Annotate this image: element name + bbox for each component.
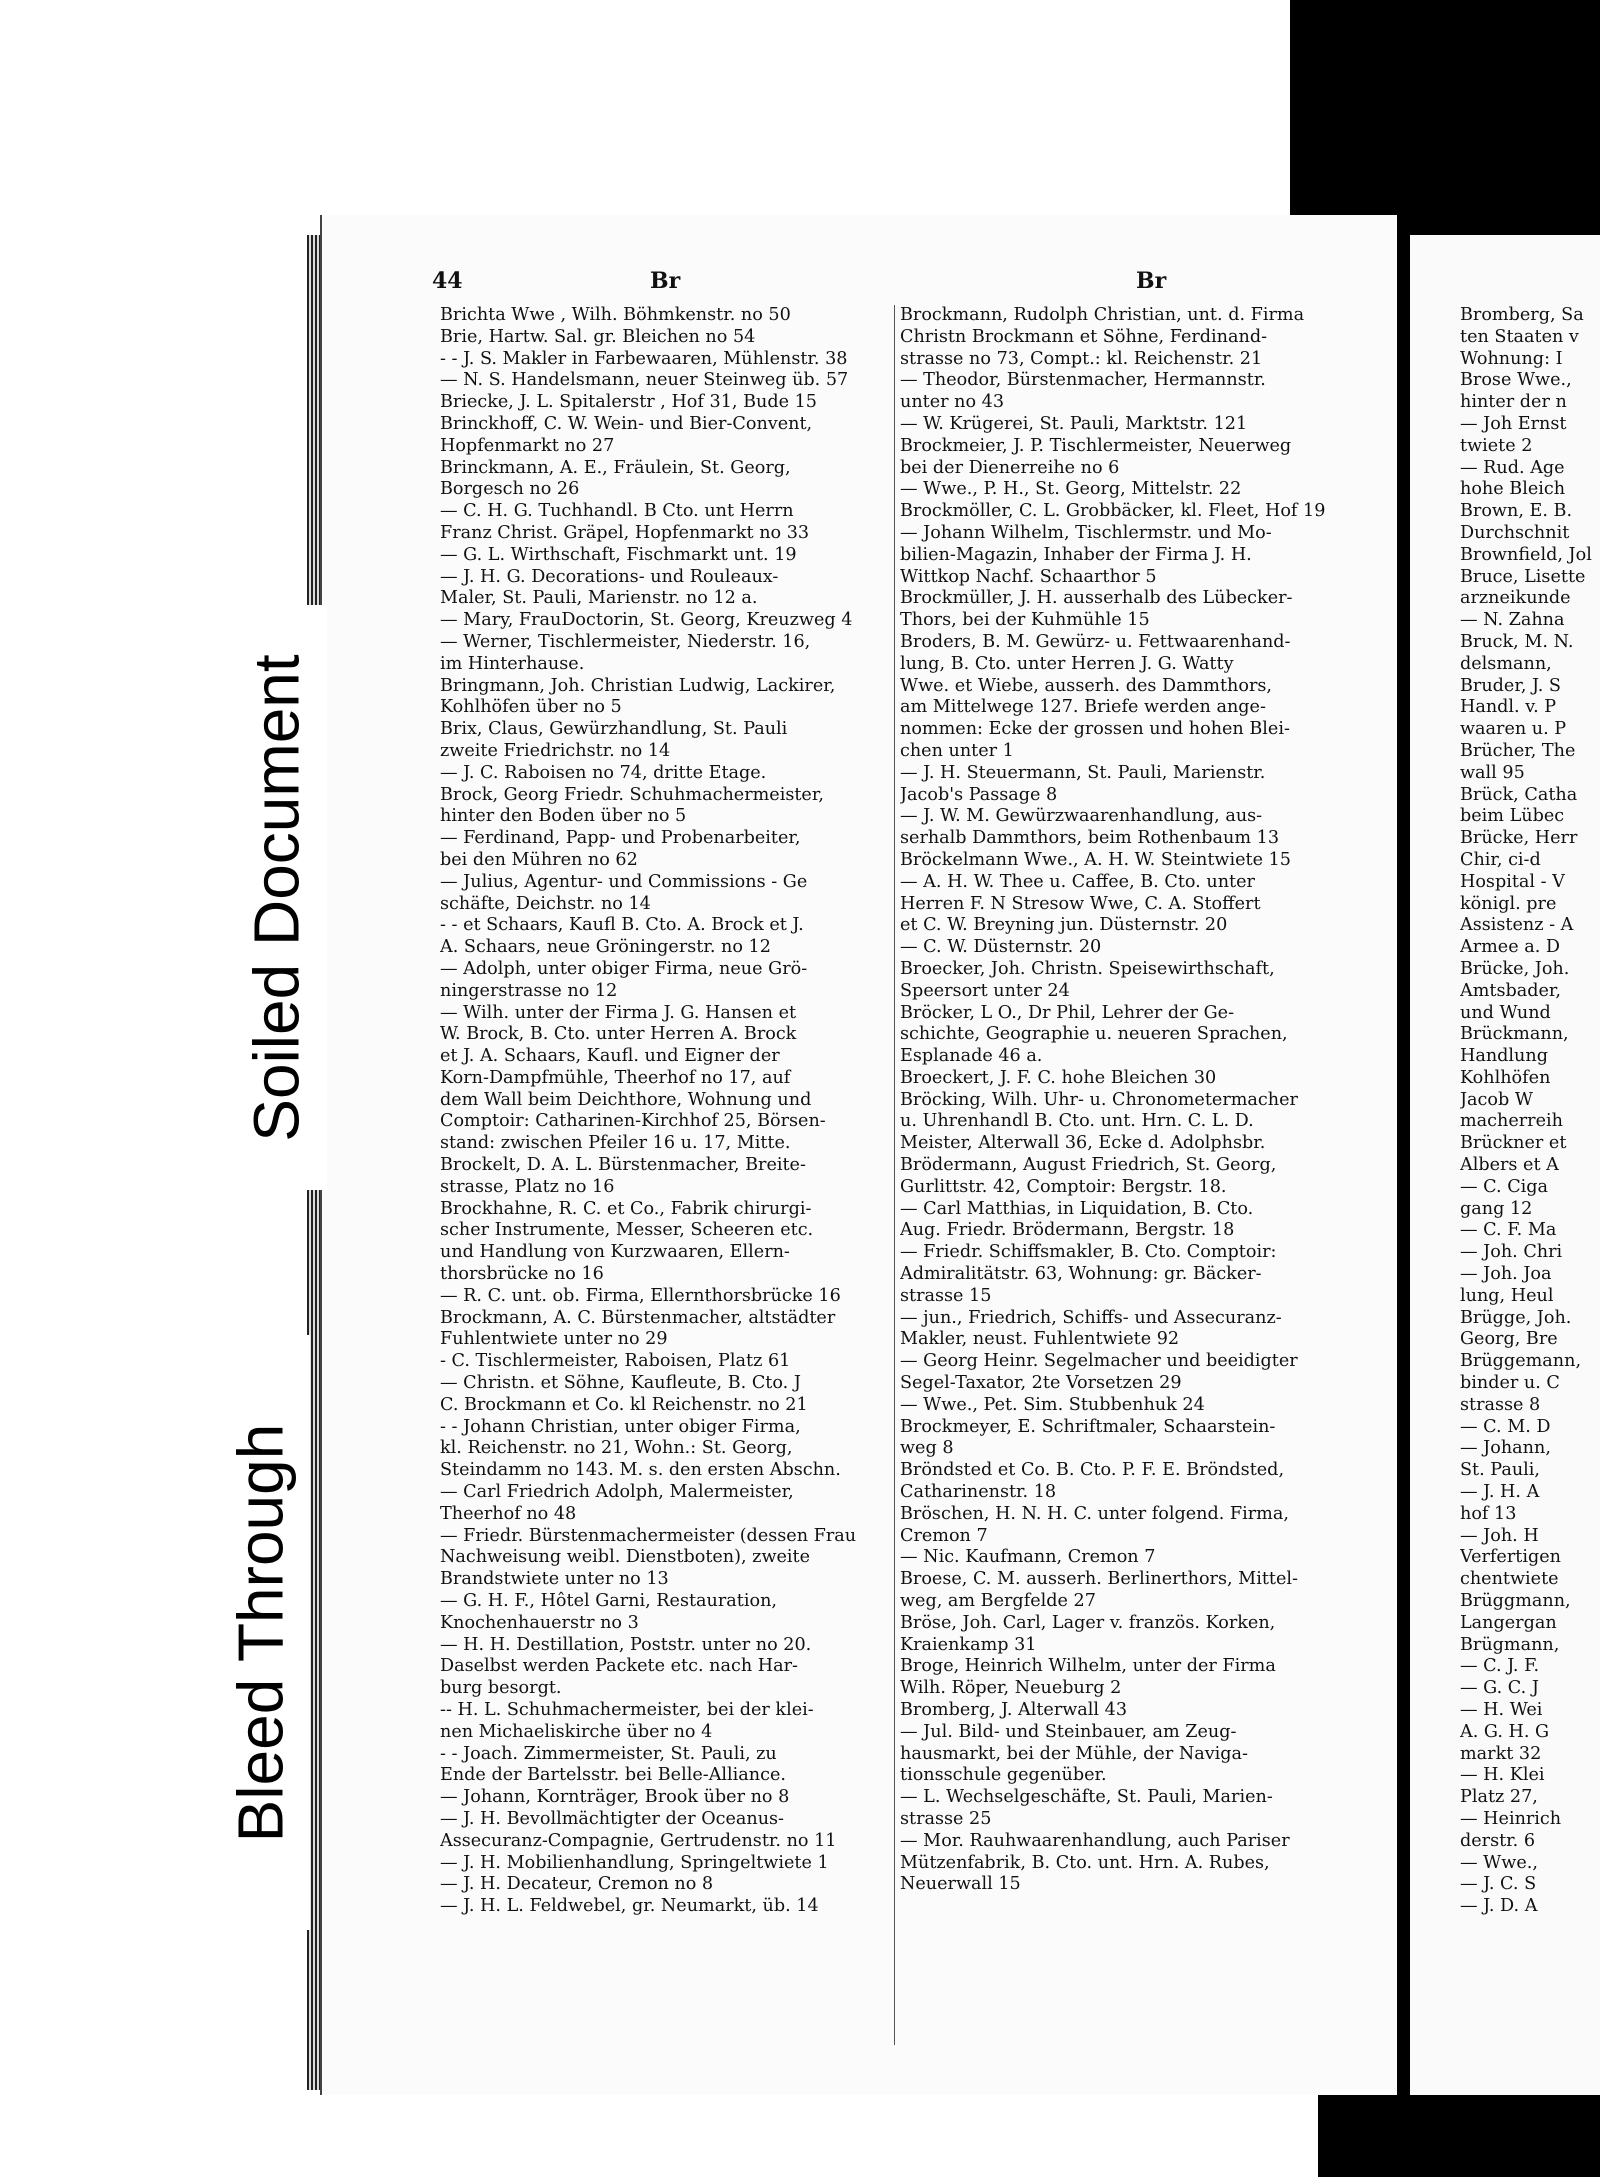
- directory-line: Wilh. Röper, Neueburg 2: [900, 1678, 1122, 1699]
- directory-line: — G. C. J: [1460, 1678, 1539, 1699]
- directory-line: — A. H. W. Thee u. Caffee, B. Cto. unter: [900, 871, 1255, 892]
- directory-line: Brügge, Joh.: [1460, 1307, 1572, 1328]
- directory-line: Brichta Wwe , Wilh. Böhmkenstr. no 50: [440, 305, 791, 325]
- directory-line: hausmarkt, bei der Mühle, der Naviga-: [900, 1743, 1248, 1764]
- directory-line: delsmann,: [1460, 653, 1552, 674]
- directory-line: Knochenhauerstr no 3: [440, 1612, 639, 1633]
- directory-line: chentwiete: [1460, 1569, 1559, 1590]
- directory-line: Brockelt, D. A. L. Bürstenmacher, Breite-: [440, 1155, 806, 1176]
- directory-line: — Christn. et Söhne, Kaufleute, B. Cto. J: [440, 1373, 801, 1394]
- directory-line: Kohlhöfen über no 5: [440, 697, 622, 718]
- directory-line: Broge, Heinrich Wilhelm, unter der Firma: [900, 1656, 1276, 1677]
- directory-line: — Georg Heinr. Segelmacher und beeidigter: [900, 1351, 1298, 1372]
- directory-line: Handl. v. P: [1460, 697, 1557, 718]
- directory-line: Brose Wwe.,: [1460, 370, 1572, 391]
- directory-line: arzneikunde: [1460, 588, 1571, 609]
- directory-line: Jacob W: [1460, 1089, 1533, 1110]
- directory-line: — H. H. Destillation, Poststr. unter no 20.: [440, 1634, 812, 1655]
- directory-line: Brücke, Herr: [1460, 828, 1578, 849]
- directory-line: Brockmeier, J. P. Tischlermeister, Neuerweg: [900, 435, 1292, 456]
- directory-line: u. Uhrenhandl B. Cto. unt. Hrn. C. L. D.: [900, 1111, 1254, 1132]
- right-column-heading: Br: [1136, 268, 1167, 294]
- directory-line: Wittkop Nachf. Schaarthor 5: [900, 566, 1157, 587]
- directory-line: — Adolph, unter obiger Firma, neue Grö-: [440, 958, 808, 979]
- directory-line: - - J. S. Makler in Farbewaaren, Mühlenstr. 38: [440, 348, 848, 369]
- directory-line: im Hinterhause.: [440, 653, 585, 674]
- directory-line: Broecker, Joh. Christn. Speisewirthschaft,: [900, 958, 1275, 979]
- directory-line: — Nic. Kaufmann, Cremon 7: [900, 1547, 1156, 1568]
- directory-line: Bromberg, J. Alterwall 43: [900, 1700, 1128, 1720]
- directory-line: Christn Brockmann et Söhne, Ferdinand-: [900, 326, 1268, 347]
- directory-line: Assistenz - A: [1460, 915, 1574, 936]
- directory-line: hinter der n: [1460, 392, 1567, 413]
- directory-line: — W. Krügerei, St. Pauli, Marktstr. 121: [900, 413, 1248, 434]
- directory-line: Brockmann, Rudolph Christian, unt. d. Firma: [900, 305, 1305, 325]
- directory-line: — Wwe., Pet. Sim. Stubbenhuk 24: [900, 1394, 1205, 1415]
- directory-line: Chir, ci-d: [1460, 849, 1541, 870]
- directory-line: Brix, Claus, Gewürzhandlung, St. Pauli: [440, 719, 788, 740]
- directory-line: — jun., Friedrich, Schiffs- und Assecuranz-: [900, 1307, 1282, 1328]
- directory-line: lung, B. Cto. unter Herren J. G. Watty: [900, 653, 1234, 674]
- directory-line: königl. pre: [1460, 893, 1557, 914]
- directory-line: — Joh. Chri: [1460, 1242, 1563, 1263]
- directory-line: Kohlhöfen: [1460, 1067, 1551, 1088]
- directory-line: Armee a. D: [1460, 937, 1560, 958]
- directory-line: — J. H. Bevollmächtigter der Oceanus-: [440, 1808, 785, 1829]
- directory-line: — Johann, Kornträger, Brook über no 8: [440, 1787, 790, 1808]
- directory-line: W. Brock, B. Cto. unter Herren A. Brock: [440, 1024, 797, 1045]
- directory-line: Handlung: [1460, 1046, 1548, 1067]
- directory-line: Brückmann,: [1460, 1024, 1569, 1045]
- directory-line: burg besorgt.: [440, 1678, 562, 1699]
- directory-line: — Mary, FrauDoctorin, St. Georg, Kreuzweg 4: [440, 610, 853, 631]
- directory-line: — J. C. Raboisen no 74, dritte Etage.: [440, 762, 767, 783]
- directory-line: Catharinenstr. 18: [900, 1482, 1057, 1503]
- directory-line: Brödermann, August Friedrich, St. Georg,: [900, 1155, 1277, 1176]
- directory-line: twiete 2: [1460, 435, 1533, 456]
- directory-line: Brückner et: [1460, 1133, 1567, 1154]
- directory-line: Maler, St. Pauli, Marienstr. no 12 a.: [440, 588, 758, 609]
- directory-line: — Theodor, Bürstenmacher, Hermannstr.: [900, 370, 1266, 391]
- directory-line: weg, am Bergfelde 27: [900, 1591, 1096, 1612]
- directory-line: — Rud. Age: [1460, 457, 1565, 478]
- directory-line: — C. F. Ma: [1460, 1220, 1557, 1241]
- directory-line: Verfertigen: [1460, 1547, 1561, 1568]
- soiled-document-label-text: Soiled Document: [241, 653, 313, 1142]
- directory-line: — J. D. A: [1460, 1896, 1538, 1917]
- directory-line: hohe Bleich: [1460, 479, 1566, 500]
- directory-line: Borgesch no 26: [440, 479, 580, 500]
- directory-line: A. Schaars, neue Gröningerstr. no 12: [440, 937, 771, 958]
- directory-line: Makler, neust. Fuhlentwiete 92: [900, 1329, 1180, 1350]
- directory-line: Brück, Catha: [1460, 784, 1578, 805]
- directory-line: Bröschen, H. N. H. C. unter folgend. Firma,: [900, 1503, 1289, 1524]
- directory-line: Theerhof no 48: [440, 1503, 577, 1524]
- left-directory-column: [440, 305, 888, 1918]
- directory-line: wall 95: [1460, 762, 1525, 783]
- directory-line: — Carl Matthias, in Liquidation, B. Cto.: [900, 1198, 1254, 1219]
- directory-line: Ende der Bartelsstr. bei Belle-Alliance.: [440, 1765, 786, 1786]
- directory-line: Cremon 7: [900, 1525, 988, 1546]
- directory-line: — Jul. Bild- und Steinbauer, am Zeug-: [900, 1721, 1237, 1742]
- directory-line: beim Lübec: [1460, 806, 1565, 827]
- directory-line: - - Joach. Zimmermeister, St. Pauli, zu: [440, 1743, 777, 1764]
- directory-line: Assecuranz-Compagnie, Gertrudenstr. no 11: [440, 1830, 837, 1851]
- directory-line: hof 13: [1460, 1503, 1517, 1524]
- directory-line: — Joh Ernst: [1460, 413, 1567, 434]
- directory-line: derstr. 6: [1460, 1830, 1536, 1851]
- directory-line: — H. Klei: [1460, 1765, 1545, 1786]
- directory-line: St. Pauli,: [1460, 1460, 1541, 1481]
- directory-line: Broders, B. M. Gewürz- u. Fettwaarenhand-: [900, 631, 1291, 652]
- directory-line: Broese, C. M. ausserh. Berlinerthors, Mittel-: [900, 1569, 1298, 1590]
- directory-line: — N. S. Handelsmann, neuer Steinweg üb. 57: [440, 370, 849, 391]
- directory-line: stand: zwischen Pfeiler 16 u. 17, Mitte.: [440, 1133, 791, 1154]
- directory-line: Bruce, Lisette: [1460, 566, 1586, 587]
- directory-line: — J. H. A: [1460, 1482, 1540, 1503]
- directory-line: Thors, bei der Kuhmühle 15: [900, 610, 1150, 631]
- directory-line: nen Michaeliskirche über no 4: [440, 1721, 713, 1742]
- directory-line: Brüggmann,: [1460, 1591, 1571, 1612]
- directory-line: Brockmann, A. C. Bürstenmacher, altstädter: [440, 1307, 836, 1328]
- directory-line: Durchschnit: [1460, 522, 1570, 543]
- directory-line: nommen: Ecke der grossen und hohen Blei-: [900, 719, 1290, 740]
- directory-line: Brockhahne, R. C. et Co., Fabrik chirurgi-: [440, 1198, 812, 1219]
- directory-line: — Heinrich: [1460, 1808, 1562, 1829]
- directory-line: waaren u. P: [1460, 719, 1567, 740]
- directory-line: — C. M. D: [1460, 1416, 1551, 1437]
- directory-line: — J. C. S: [1460, 1874, 1537, 1895]
- directory-line: A. G. H. G: [1460, 1721, 1550, 1742]
- directory-line: — J. H. Decateur, Cremon no 8: [440, 1874, 714, 1895]
- directory-line: Neuerwall 15: [900, 1874, 1021, 1895]
- directory-line: Esplanade 46 a.: [900, 1046, 1043, 1067]
- directory-line: Bringmann, Joh. Christian Ludwig, Lackirer,: [440, 675, 836, 696]
- bleed-through-label-text: Bleed Through: [224, 1423, 296, 1842]
- directory-line: am Mittelwege 127. Briefe werden ange-: [900, 697, 1266, 718]
- facing-page-column: [1460, 305, 1600, 1918]
- directory-line: Brownfield, Jol: [1460, 544, 1592, 565]
- directory-line: Hospital - V: [1460, 871, 1565, 892]
- soiled-document-label: [227, 605, 327, 1190]
- directory-line: binder u. C: [1460, 1373, 1560, 1394]
- directory-line: unter no 43: [900, 392, 1005, 413]
- directory-line: Briecke, J. L. Spitalerstr , Hof 31, Bude 15: [440, 392, 817, 413]
- directory-line: chen unter 1: [900, 740, 1014, 761]
- directory-line: — J. H. Mobilienhandlung, Springeltwiete 1: [440, 1852, 829, 1873]
- directory-line: Brüggemann,: [1460, 1351, 1582, 1372]
- directory-line: — C. J. F.: [1460, 1656, 1540, 1677]
- directory-line: — Ferdinand, Papp- und Probenarbeiter,: [440, 828, 801, 849]
- directory-line: und Handlung von Kurzwaaren, Ellern-: [440, 1242, 790, 1263]
- directory-line: C. Brockmann et Co. kl Reichenstr. no 21: [440, 1394, 808, 1415]
- directory-line: Broeckert, J. F. C. hohe Bleichen 30: [900, 1067, 1217, 1088]
- directory-line: Brinckmann, A. E., Fräulein, St. Georg,: [440, 457, 791, 478]
- directory-line: — Werner, Tischlermeister, Niederstr. 16,: [440, 631, 811, 652]
- directory-line: — G. L. Wirthschaft, Fischmarkt unt. 19: [440, 544, 797, 565]
- directory-line: strasse 15: [900, 1285, 992, 1306]
- directory-line: hinter den Boden über no 5: [440, 806, 687, 827]
- directory-line: Nachweisung weibl. Dienstboten), zweite: [440, 1547, 811, 1568]
- directory-line: ten Staaten v: [1460, 326, 1579, 347]
- directory-line: Aug. Friedr. Brödermann, Bergstr. 18: [900, 1220, 1235, 1241]
- directory-line: weg 8: [900, 1438, 954, 1459]
- directory-line: Brügmann,: [1460, 1634, 1560, 1655]
- directory-line: — N. Zahna: [1460, 610, 1565, 631]
- directory-line: - - et Schaars, Kaufl B. Cto. A. Brock et J.: [440, 915, 804, 936]
- directory-line: Langergan: [1460, 1612, 1557, 1633]
- directory-line: thorsbrücke no 16: [440, 1264, 604, 1285]
- directory-line: — G. H. F., Hôtel Garni, Restauration,: [440, 1591, 777, 1612]
- directory-line: bei den Mühren no 62: [440, 849, 638, 870]
- left-column-heading: Br: [650, 268, 681, 294]
- directory-line: Herren F. N Stresow Wwe, C. A. Stoffert: [900, 893, 1261, 914]
- directory-line: — Joh. H: [1460, 1525, 1539, 1546]
- middle-directory-column: [900, 305, 1365, 1896]
- directory-line: Platz 27,: [1460, 1787, 1538, 1808]
- directory-line: Bröcker, L O., Dr Phil, Lehrer der Ge-: [900, 1002, 1235, 1023]
- directory-line: — Johann,: [1460, 1438, 1551, 1459]
- directory-line: Admiralitätstr. 63, Wohnung: gr. Bäcker-: [900, 1264, 1262, 1285]
- directory-line: — C. W. Düsternstr. 20: [900, 937, 1102, 958]
- directory-line: Hopfenmarkt no 27: [440, 435, 615, 456]
- directory-line: — C. Ciga: [1460, 1176, 1549, 1197]
- directory-line: Brockmüller, J. H. ausserhalb des Lübecker-: [900, 588, 1293, 609]
- directory-line: schäfte, Deichstr. no 14: [440, 893, 651, 914]
- directory-line: - C. Tischlermeister, Raboisen, Platz 61: [440, 1351, 791, 1372]
- directory-line: — J. H. L. Feldwebel, gr. Neumarkt, üb. 14: [440, 1896, 819, 1917]
- directory-line: Franz Christ. Gräpel, Hopfenmarkt no 33: [440, 522, 810, 543]
- directory-line: gang 12: [1460, 1198, 1533, 1219]
- directory-line: Albers et A: [1460, 1155, 1559, 1176]
- directory-line: — Johann Wilhelm, Tischlermstr. und Mo-: [900, 522, 1272, 543]
- directory-line: macherreih: [1460, 1111, 1563, 1132]
- directory-line: Segel-Taxator, 2te Vorsetzen 29: [900, 1373, 1182, 1394]
- directory-line: — Friedr. Bürstenmachermeister (dessen Frau: [440, 1525, 857, 1546]
- directory-line: lung, Heul: [1460, 1285, 1554, 1306]
- directory-line: et C. W. Breyning jun. Düsternstr. 20: [900, 915, 1228, 936]
- directory-line: kl. Reichenstr. no 21, Wohn.: St. Georg,: [440, 1438, 793, 1459]
- column-divider: [894, 305, 895, 2045]
- directory-line: dem Wall beim Deichthore, Wohnung und: [440, 1089, 812, 1110]
- directory-line: et J. A. Schaars, Kaufl. und Eigner der: [440, 1046, 780, 1067]
- directory-line: Brücher, The: [1460, 740, 1576, 761]
- directory-line: -- H. L. Schuhmachermeister, bei der klei-: [440, 1700, 814, 1720]
- directory-line: serhalb Dammthors, beim Rothenbaum 13: [900, 828, 1280, 849]
- directory-line: und Wund: [1460, 1002, 1551, 1023]
- directory-line: Bröse, Joh. Carl, Lager v. französ. Korken,: [900, 1612, 1276, 1633]
- directory-line: Jacob's Passage 8: [900, 784, 1058, 805]
- directory-line: Brücke, Joh.: [1460, 958, 1570, 979]
- directory-line: Bruder, J. S: [1460, 675, 1561, 696]
- directory-line: Fuhlentwiete unter no 29: [440, 1329, 668, 1350]
- directory-line: — J. H. Steuermann, St. Pauli, Marienstr.: [900, 762, 1266, 783]
- directory-line: markt 32: [1460, 1743, 1542, 1764]
- directory-line: tionsschule gegenüber.: [900, 1765, 1107, 1786]
- page-number: 44: [432, 268, 463, 294]
- directory-line: — Carl Friedrich Adolph, Malermeister,: [440, 1482, 794, 1503]
- directory-line: ningerstrasse no 12: [440, 980, 618, 1001]
- directory-line: Bromberg, Sa: [1460, 305, 1584, 325]
- directory-line: — J. W. M. Gewürzwaarenhandlung, aus-: [900, 806, 1263, 827]
- directory-line: Brockmöller, C. L. Grobbäcker, kl. Fleet, Hof 19: [900, 501, 1326, 522]
- directory-line: — L. Wechselgeschäfte, St. Pauli, Marien-: [900, 1787, 1273, 1808]
- directory-line: zweite Friedrichstr. no 14: [440, 740, 671, 761]
- directory-line: strasse 8: [1460, 1394, 1541, 1415]
- directory-line: — Julius, Agentur- und Commissions - Ge: [440, 871, 808, 892]
- directory-line: Bröckelmann Wwe., A. H. W. Steintwiete 15: [900, 849, 1291, 870]
- directory-line: Kraienkamp 31: [900, 1634, 1037, 1655]
- directory-line: Speersort unter 24: [900, 980, 1070, 1001]
- directory-line: Wohnung: I: [1460, 348, 1563, 369]
- directory-line: — Wwe.,: [1460, 1852, 1538, 1873]
- directory-line: Brockmeyer, E. Schriftmaler, Schaarstein-: [900, 1416, 1276, 1437]
- directory-line: strasse, Platz no 16: [440, 1176, 615, 1197]
- directory-line: Wwe. et Wiebe, ausserh. des Dammthors,: [900, 675, 1272, 696]
- directory-line: strasse 25: [900, 1808, 992, 1829]
- directory-line: Comptoir: Catharinen-Kirchhof 25, Börsen-: [440, 1111, 826, 1132]
- directory-line: - - Johann Christian, unter obiger Firma,: [440, 1416, 801, 1437]
- directory-line: Brandstwiete unter no 13: [440, 1569, 669, 1590]
- directory-line: strasse no 73, Compt.: kl. Reichenstr. 21: [900, 348, 1263, 369]
- directory-line: Brinckhoff, C. W. Wein- und Bier-Convent,: [440, 413, 813, 434]
- directory-line: bilien-Magazin, Inhaber der Firma J. H.: [900, 544, 1252, 565]
- directory-line: Georg, Bre: [1460, 1329, 1558, 1350]
- directory-line: bei der Dienerreihe no 6: [900, 457, 1120, 478]
- directory-line: Gurlittstr. 42, Comptoir: Bergstr. 18.: [900, 1176, 1227, 1197]
- directory-line: Brie, Hartw. Sal. gr. Bleichen no 54: [440, 326, 756, 347]
- directory-line: Brock, Georg Friedr. Schuhmachermeister,: [440, 784, 824, 805]
- directory-line: — R. C. unt. ob. Firma, Ellernthorsbrücke 16: [440, 1285, 841, 1306]
- directory-line: Daselbst werden Packete etc. nach Har-: [440, 1656, 798, 1677]
- directory-line: Meister, Alterwall 36, Ecke d. Adolphsbr.: [900, 1133, 1266, 1154]
- directory-line: Amtsbader,: [1460, 980, 1561, 1001]
- directory-line: Bröndsted et Co. B. Cto. P. F. E. Bröndsted,: [900, 1460, 1285, 1481]
- directory-line: Steindamm no 143. M. s. den ersten Abschn.: [440, 1460, 841, 1481]
- directory-line: — H. Wei: [1460, 1700, 1543, 1720]
- directory-line: — Joh. Joa: [1460, 1264, 1552, 1285]
- directory-line: scher Instrumente, Messer, Scheeren etc.: [440, 1220, 814, 1241]
- directory-line: — Friedr. Schiffsmakler, B. Cto. Comptoir:: [900, 1242, 1277, 1263]
- directory-line: — J. H. G. Decorations- und Rouleaux-: [440, 566, 779, 587]
- directory-line: Bruck, M. N.: [1460, 631, 1574, 652]
- directory-line: — Mor. Rauhwaarenhandlung, auch Pariser: [900, 1830, 1290, 1851]
- directory-line: Brown, E. B.: [1460, 501, 1573, 522]
- directory-line: Bröcking, Wilh. Uhr- u. Chronometermacher: [900, 1089, 1298, 1110]
- directory-line: — Wilh. unter der Firma J. G. Hansen et: [440, 1002, 797, 1023]
- directory-line: schichte, Geographie u. neueren Sprachen,: [900, 1024, 1288, 1045]
- directory-line: — Wwe., P. H., St. Georg, Mittelstr. 22: [900, 479, 1242, 500]
- directory-line: — C. H. G. Tuchhandl. B Cto. unt Herrn: [440, 501, 794, 522]
- bleed-through-label: [210, 1335, 310, 1930]
- directory-line: Mützenfabrik, B. Cto. unt. Hrn. A. Rubes,: [900, 1852, 1270, 1873]
- directory-line: Korn-Dampfmühle, Theerhof no 17, auf: [440, 1067, 791, 1088]
